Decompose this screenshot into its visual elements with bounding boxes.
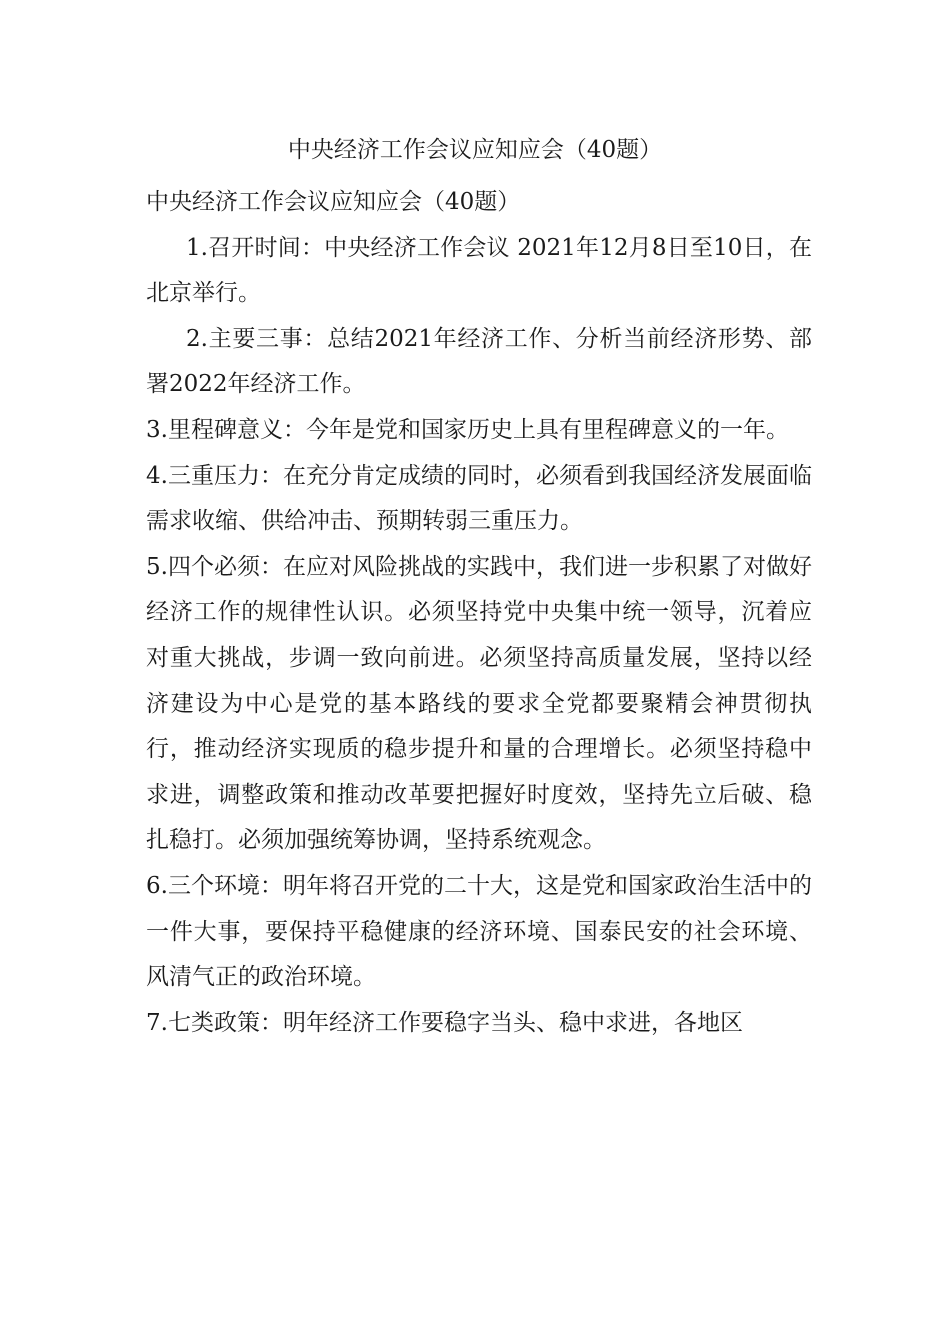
question-item-7: 7.七类政策：明年经济工作要稳字当头、稳中求进，各地区: [146, 1009, 743, 1036]
document-subtitle: 中央经济工作会议应知应会（40题）: [146, 189, 521, 215]
question-item-6: 6.三个环境：明年将召开党的二十大，这是党和国家政治生活中的一件大事，要保持平稳健康的经济环境、国泰民安的社会环境、风清气正的政治环境。: [146, 872, 812, 991]
document-body: [146, 180, 812, 1046]
question-item-4: 4.三重压力：在充分肯定成绩的同时，必须看到我国经济发展面临需求收缩、供给冲击、预期转弱三重压力。: [146, 462, 812, 535]
question-item-5: 5.四个必须：在应对风险挑战的实践中，我们进一步积累了对做好经济工作的规律性认识。必须坚持党中央集中统一领导，沉着应对重大挑战，步调一致向前进。必须坚持高质量发展，坚持以经济建设为中心是党的基本路线的要求全党都要聚精会神贯彻执行，推动经济实现质的稳步提升和量的合理增长。必须坚持稳中求进，调整政策和推动改革要把握好时度效，坚持先立后破、稳扎稳打。必须加强统筹协调，坚持系统观念。: [146, 553, 812, 854]
document-title: 中央经济工作会议应知应会（40题）: [287, 137, 663, 163]
question-item-2: 2.主要三事：总结2021年经济工作、分析当前经济形势、部署2022年经济工作。: [146, 325, 812, 398]
question-item-3: 3.里程碑意义：今年是党和国家历史上具有里程碑意义的一年。: [146, 416, 789, 443]
question-item-1: 1.召开时间：中央经济工作会议 2021年12月8日至10日，在北京举行。: [146, 234, 812, 307]
